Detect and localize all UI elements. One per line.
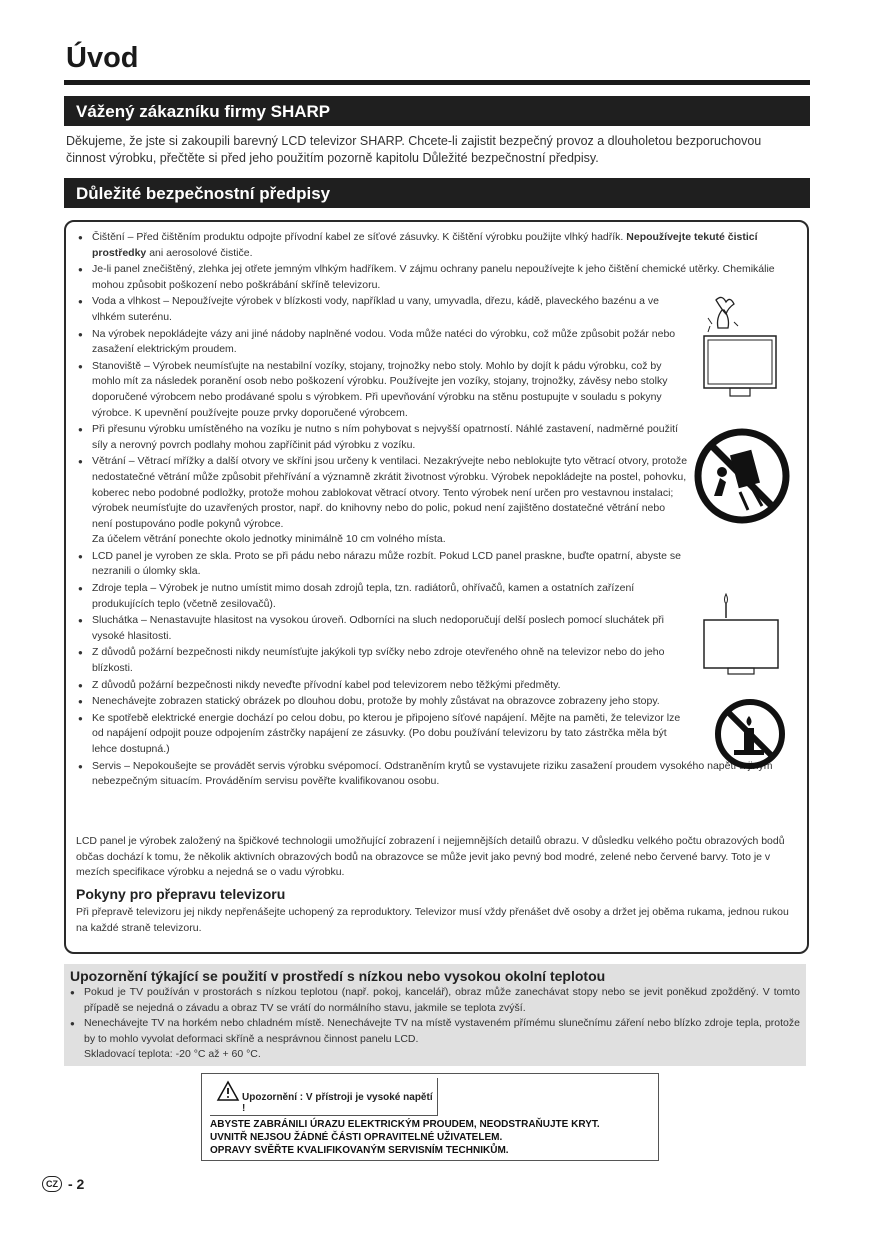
list-item [76,549,788,580]
list-item-text: Nenechávejte TV na horkém nebo chladném místě. Nenechávejte TV na místě vystaveném přímému slunečnímu záření nebo blízko zdroje tepla, protože by to mohlo vyvolat deformaci skříně a nesprávnou činnost panelu LCD. [84,1017,800,1045]
list-item [76,262,788,293]
transport-text: Při přepravě televizoru jej nikdy nepřenášejte uchopený za reproduktory. Televizor musí vždy přenášet dvě osoby a držet jej oběma rukama, jednou rukou na každé straně televizoru. [76,906,789,934]
warning-line: OPRAVY SVĚŘTE KVALIFIKOVANÝM SERVISNÍM TECHNIKŮM. [210,1145,509,1156]
list-item-text: Ke spotřebě elektrické energie dochází po celou dobu, po kterou je připojeno síťové napájení. Mějte na paměti, že televizor lze od napájení odpojit pouze odpojením zástrčky napájení ze zásuvky. (Po dobu používání televizoru by tato zástrčka měla být lehce dostupná.) [92,711,681,755]
warning-header [210,1078,438,1116]
list-item [76,694,788,710]
temperature-list [70,985,800,1063]
page-footer [42,1176,84,1192]
list-item-text: Zdroje tepla – Výrobek je nutno umístit mimo dosah zdrojů tepla, tzn. radiátorů, ohřívačů, kamen a ostatních zařízení produkujících teplo (včetně zesilovačů). [92,582,635,610]
temperature-section [64,964,806,1066]
list-item [76,359,788,421]
list-item [76,422,788,453]
list-item-text: Nenechávejte zobrazen statický obrázek po dlouhou dobu, protože by mohly zůstávat na obrazovce zobrazeny jeho stopy. [92,695,660,708]
storage-temperature: Skladovací teplota: -20 °C až + 60 °C. [84,1048,261,1061]
temperature-heading: Upozornění týkající se použití v prostředí s nízkou nebo vysokou okolní teplotou [70,968,606,984]
list-item [76,645,788,676]
list-item-text: Čištění – Před čištěním produktu odpojte přívodní kabel ze síťové zásuvky. K čištění výrobku použijte vlhký hadřík. [92,231,627,243]
page-number: - 2 [68,1176,85,1192]
list-item-text: Větrání – Větrací mřížky a další otvory ve skříni jsou určeny k ventilaci. Nezakrývejte nebo neblokujte tyto větrací otvory, protože nedostatečné větrání může způsobit přehřívání a významně zkrátit životnost výrobku. Výrobek nepokládejte na postel, pohovku, koberec nebo podobné podložky, protože mohou zablokovat větrací otvory. Tento výrobek není určen pro vestavnou instalaci; výrobek neumísťujte do uzavřených prostor, např. do knihovny nebo do polic, pokud není zajištěno dostatečné větrání nebo není postupováno podle pokynů výrobce. [92,455,688,530]
safety-box [64,220,809,954]
list-item-text: LCD panel je vyroben ze skla. Proto se při pádu nebo nárazu může rozbít. Pokud LCD panel praskne, buďte opatrní, abyste se nezranili o úlomky skla. [92,549,681,578]
section-heading-safety: Důležité bezpečnostní předpisy [64,178,810,208]
warning-line: ABYSTE ZABRÁNILI ÚRAZU ELEKTRICKÝM PROUDEM, NEODSTRAŇUJTE KRYT. [210,1119,600,1130]
list-item [76,678,788,694]
list-item-text: Stanoviště – Výrobek neumísťujte na nestabilní vozíky, stojany, trojnožky nebo stoly. Mohlo by dojít k pádu výrobku, což by mohlo mít za následek poranění osob nebo poškození výrobku. Používejte jen vozíky, stojany, trojnožky, závěsy nebo stolky doporučené výrobcem nebo prodávané spolu s výrobkem. Při upevňování výrobku na stěnu postupujte v souladu s pokyny výrobce. K upevnění používejte pouze prvky doporučené výrobcem. [92,359,668,419]
list-item-text: Je-li panel znečištěný, zlehka jej otřete jemným vlhkým hadříkem. V zájmu ochrany panelu nepoužívejte k jeho čištění chemické utěrky. Chemikálie mohou způsobit poškození nebo poškrábání skříně televizoru. [92,263,775,291]
language-badge: CZ [42,1176,62,1192]
lcd-pixel-note: LCD panel je výrobek založený na špičkové technologii umožňující zobrazení i nejjemnějších detailů obrazu. V důsledku velkého počtu obrazových bodů občas dochází k tomu, že několik aktivních obrazových bodů na obrazovce se může jevit jako pevný bod modré, zelené nebo červené barvy. Toto je v mezích specifikace výrobku a nejedná se o vadu výrobku. [76,835,785,879]
list-item-text: Voda a vlhkost – Nepoužívejte výrobek v blízkosti vody, například u vany, umyvadla, dřezu, kádě, plaveckého bazénu a ve vlhkém suterénu. [92,295,659,323]
list-item-text: Z důvodů požární bezpečnosti nikdy neveďte přívodní kabel pod televizorem nebo těžkými předměty. [92,678,561,691]
list-item-text: Z důvodů požární bezpečnosti nikdy neumísťujte jakýkoli typ svíčky nebo zdroje otevřeného ohně na televizor nebo do jeho blízkosti. [92,646,665,675]
list-item-note: Za účelem větrání ponechte okolo jednotky minimálně 10 cm volného místa. [92,533,446,546]
list-item-text: Sluchátka – Nenastavujte hlasitost na vysokou úroveň. Odborníci na sluch nedoporučují delší poslech pomocí sluchátek při vysoké hlasitosti. [92,614,664,642]
list-item [76,711,788,758]
candle-on-tv-illustration [702,592,782,676]
list-item-emphasis: Nepoužívejte tekuté čisticí prostředky [92,231,758,259]
warning-triangle-icon [216,1080,240,1102]
list-item [76,230,788,261]
list-item-text: Při přesunu výrobku umístěného na vozíku je nutno s ním pohybovat s nejvyšší opatrností. Náhlé zastavení, nadměrné použití síly a nerovný povrch podlahy mohou zapříčinit pád výrobku z vozíku. [92,423,678,451]
intro-text: Děkujeme, že jste si zakoupili barevný LCD televizor SHARP. Chcete-li zajistit bezpečný provoz a dlouholetou bezporuchovou činnost výrobku, přečtěte si před jeho použitím pozorně kapitolu Důležité bezpečnostní předpisy. [66,134,762,165]
list-item [76,581,788,612]
list-item: ● Pokud je TV používán v prostorách s nízkou teplotou (např. pokoj, kancelář), obraz může zanechávat stopy nebo se jevit poněkud zpožděný. V tomto případě se nejedná o závadu a obraz TV se vrátí do normálního stavu, jakmile se teplota zvýší. [70,985,800,1016]
safety-list [76,230,788,791]
section-heading-dear-customer: Vážený zákazníku firmy SHARP [64,96,810,126]
warning-line: UVNITŘ NEJSOU ŽÁDNÉ ČÁSTI OPRAVITELNÉ UŽIVATELEM. [210,1132,503,1143]
list-item-text: Na výrobek nepokládejte vázy ani jiné nádoby naplněné vodou. Voda může natéci do výrobku, což může způsobit požár nebo zasažení elektrickým proudem. [92,327,676,356]
title-rule [64,80,810,85]
page-title: Úvod [66,42,139,74]
warning-title: Upozornění : V přístroji je vysoké napětí ! [242,1092,433,1114]
vase-on-tv-illustration [694,292,784,402]
list-item [70,1016,800,1063]
list-item [76,294,788,325]
no-open-flame-icon [714,698,786,770]
list-item [76,454,788,548]
no-cart-tipping-icon [694,428,790,524]
list-item-text: Servis – Nepokoušejte se provádět servis výrobku svépomocí. Odstraněním krytů se vystavujete riziku zasažení proudem vysokého napětí a jiným nebezpečným situacím. Prováděním servisu pověřte kvalifikovanou osobu. [92,759,773,788]
warning-body [210,1118,600,1157]
list-item [76,613,788,644]
list-item [76,759,788,790]
high-voltage-warning-box [201,1073,659,1161]
transport-heading: Pokyny pro přepravu televizoru [76,886,286,902]
list-item-text: ani aerosolové čističe. [146,246,253,259]
list-item [76,327,788,358]
